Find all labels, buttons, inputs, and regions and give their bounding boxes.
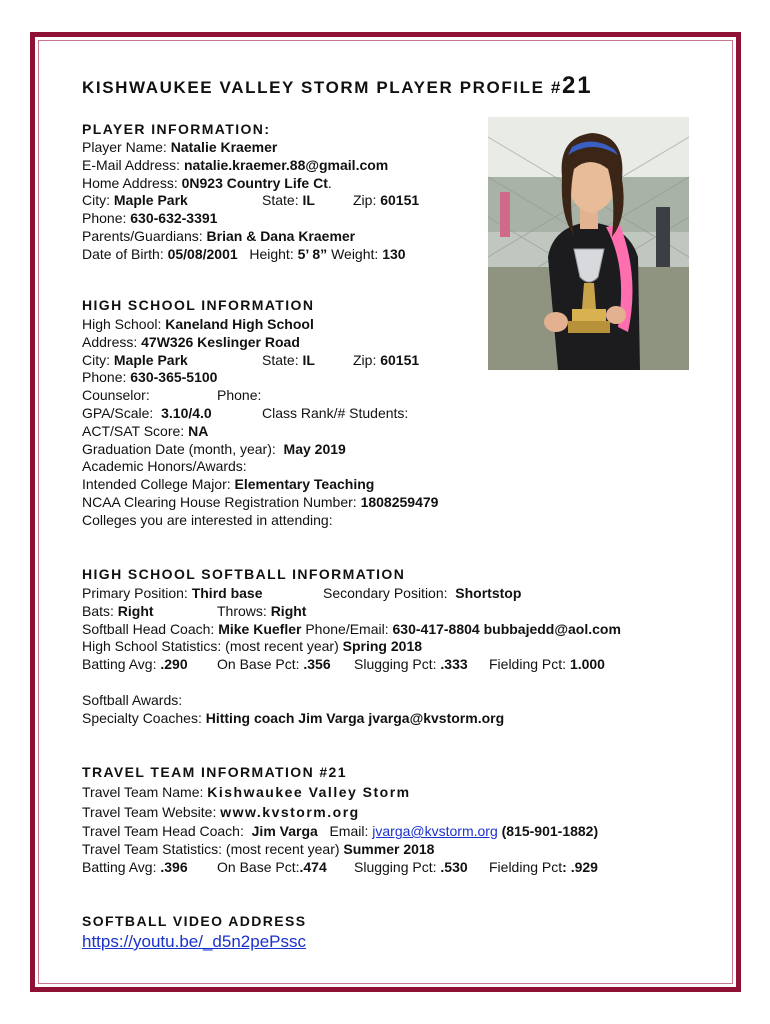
player-photo [488,117,689,370]
parents: Brian & Dana Kraemer [206,227,356,244]
school-address: 47W326 Keslinger Road [141,333,300,350]
parents-line: Parents/Guardians: Brian & Dana Kraemer [82,227,356,244]
specialty-coaches: Hitting coach Jim Varga jvarga@kvstorm.org [205,709,505,726]
player-zip: 60151 [380,192,420,209]
player-name-line: Player Name: Natalie Kraemer [82,139,278,155]
travel-fielding-pct: .929 [570,858,598,875]
specialty-coaches-line: Specialty Coaches: Hitting coach Jim Varga jvarga@kvstorm.org [82,709,505,726]
travel-team-name: Kishwaukee Valley Storm [207,784,411,800]
school-name: Kaneland High School [165,316,314,332]
travel-coach-line: Travel Team Head Coach: Jim Varga Email: jvarga@kvstorm.org (815-901-1882) [82,823,599,839]
school-phone-line: Phone: 630-365-5100 [82,369,218,386]
hs-batting-line: Batting Avg: .290 On Base Pct: .356 Slugging Pct: .333 Fielding Pct: 1.000 [82,656,605,673]
travel-team-section [82,784,598,876]
awards-line: Softball Awards: [82,691,183,708]
hs-fielding-pct: 1.000 [569,656,605,673]
act-score: NA [188,422,209,439]
player-city: Maple Park [113,192,188,209]
ncaa-line: NCAA Clearing House Registration Number: 1808259479 [82,493,439,510]
throws: Right [270,602,307,619]
bats: Right [117,602,154,619]
travel-slugging-pct: .530 [440,858,468,875]
weight: 130 [382,245,406,262]
school-city: Maple Park [113,351,188,368]
school-line: High School: Kaneland High School [82,316,314,332]
player-city-line: City: Maple Park State: IL Zip: 60151 [82,192,420,209]
graduation-line: Graduation Date (month, year): May 2019 [82,440,346,457]
hs-stats-line: High School Statistics: (most recent year) Spring 2018 [82,638,423,655]
video-heading: SOFTBALL VIDEO ADDRESS [82,913,307,929]
player-address: 0N923 Country Life Ct [181,174,328,191]
school-state: IL [302,351,315,368]
dob: 05/08/2001 [167,245,238,262]
act-line: ACT/SAT Score: NA [82,422,209,439]
gpa-line: GPA/Scale: 3.10/4.0 Class Rank/# Students: [82,404,409,421]
player-address-line: Home Address: 0N923 Country Life Ct. [82,174,332,191]
travel-batting-avg: .396 [160,858,188,875]
player-name: Natalie Kraemer [170,139,278,155]
travel-coach: Jim Varga [251,823,318,839]
secondary-position: Shortstop [455,585,522,601]
bats-throws-line: Bats: Right Throws: Right [82,602,307,619]
graduation-date: May 2019 [283,440,346,457]
school-phone: 630-365-5100 [130,369,218,386]
ncaa-number: 1808259479 [360,493,439,510]
gpa: 3.10/4.0 [161,404,212,421]
intended-major: Elementary Teaching [234,476,375,493]
hs-stats-year: Spring 2018 [342,638,423,655]
travel-on-base-pct: .474 [299,858,327,875]
player-phone-line: Phone: 630-632-3391 [82,210,218,227]
player-info-section [82,139,420,264]
page-title: KISHWAUKEE VALLEY STORM PLAYER PROFILE #21 [82,72,593,99]
school-address-line: Address: 47W326 Keslinger Road [82,333,300,350]
player-phone: 630-632-3391 [130,210,218,227]
player-email: natalie.kraemer.88@gmail.com [183,156,389,173]
player-email-line: E-Mail Address: natalie.kraemer.88@gmail.com [82,156,389,173]
softball-section [82,585,621,727]
travel-stats-line: Travel Team Statistics: (most recent year) Summer 2018 [82,840,435,857]
player-state: IL [302,192,315,209]
travel-name-line: Travel Team Name: Kishwaukee Valley Storm [82,784,411,800]
primary-position: Third base [191,585,263,601]
softball-heading: HIGH SCHOOL SOFTBALL INFORMATION [82,566,406,582]
honors-line: Academic Honors/Awards: [82,458,247,475]
hs-coach-line: Softball Head Coach: Mike Kuefler Phone/Email: 630-417-8804 bubbajedd@aol.com [82,620,621,637]
colleges-line: Colleges you are interested in attending: [82,511,333,528]
hs-batting-avg: .290 [160,656,188,673]
counselor-line: Counselor: Phone: [82,387,262,404]
positions-line: Primary Position: Third base Secondary Position: Shortstop [82,585,522,601]
school-zip: 60151 [380,351,420,368]
hs-coach: Mike Kuefler [218,620,302,637]
hs-coach-contact: 630-417-8804 bubbajedd@aol.com [392,620,621,637]
major-line: Intended College Major: Elementary Teaching [82,476,375,493]
height: 5’ 8” [297,245,328,262]
high-school-heading: HIGH SCHOOL INFORMATION [82,297,315,313]
travel-batting-line: Batting Avg: .396 On Base Pct:.474 Slugging Pct: .530 Fielding Pct: .929 [82,858,598,875]
school-city-line: City: Maple Park State: IL Zip: 60151 [82,351,420,368]
travel-stats-year: Summer 2018 [343,840,435,857]
dob-line: Date of Birth: 05/08/2001 Height: 5’ 8” Weight: 130 [82,245,406,262]
hs-slugging-pct: .333 [440,656,468,673]
hs-on-base-pct: .356 [303,656,331,673]
travel-team-heading: TRAVEL TEAM INFORMATION #21 [82,764,347,780]
travel-website-line: Travel Team Website: www.kvstorm.org [82,803,360,820]
travel-team-website: www.kvstorm.org [220,803,360,820]
travel-coach-phone: (815-901-1882) [501,823,599,839]
video-link[interactable]: https://youtu.be/_d5n2pePssc [82,932,306,951]
high-school-section [82,316,438,530]
player-info-heading: PLAYER INFORMATION: [82,121,271,137]
travel-coach-email-link[interactable]: jvarga@kvstorm.org [372,823,498,839]
